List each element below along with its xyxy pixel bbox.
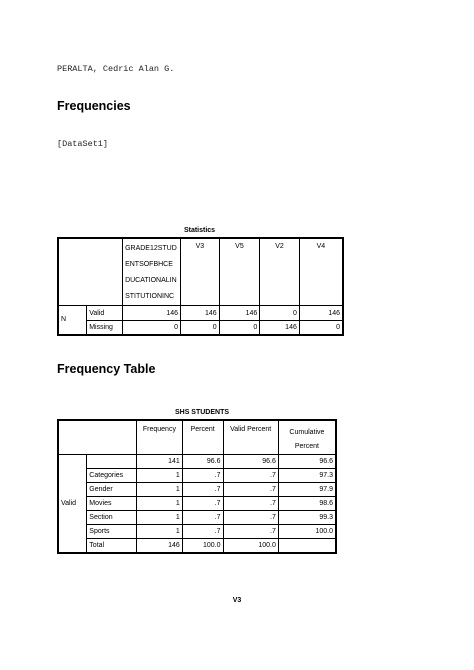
dataset-label: [DataSet1] xyxy=(57,139,109,149)
total-valid-percent: 100.0 xyxy=(223,539,278,553)
missing-label: Missing xyxy=(87,321,123,335)
header-percent: Percent xyxy=(182,420,223,455)
cumulative-cell: 96.6 xyxy=(319,458,333,465)
statistics-header-row xyxy=(58,238,343,306)
frequency-cell: 141 xyxy=(137,455,183,469)
statistics-caption: Statistics xyxy=(183,227,216,234)
header-cumulative-line-1: Cumulative xyxy=(289,429,325,436)
row-label: Section xyxy=(87,511,137,525)
table-row xyxy=(58,483,336,497)
row-label xyxy=(87,455,137,469)
author-name: PERALTA, Cedric Alan G. xyxy=(57,64,175,74)
table-row xyxy=(58,525,336,539)
statistics-missing-row xyxy=(58,321,343,335)
frequency-cell: 1 xyxy=(137,469,183,483)
table-row xyxy=(58,455,336,469)
frequency-cell: 1 xyxy=(137,525,183,539)
frequency-cell: 1 xyxy=(137,497,183,511)
missing-value: 0 xyxy=(299,321,343,335)
col-header-v2: V2 xyxy=(260,238,300,306)
shs-students-caption: SHS STUDENTS xyxy=(174,409,230,416)
cumulative-cell: 98.6 xyxy=(278,497,336,511)
header-valid-percent: Valid Percent xyxy=(223,420,278,455)
row-label: Sports xyxy=(87,525,137,539)
row-label: Movies xyxy=(87,497,137,511)
frequency-table xyxy=(57,419,337,554)
total-frequency: 146 xyxy=(137,539,183,553)
header-frequency: Frequency xyxy=(137,420,183,455)
var-header-line-4: STITUTIONINC xyxy=(125,293,175,300)
cumulative-cell: 100.0 xyxy=(278,525,336,539)
valid-label: Valid xyxy=(87,306,123,321)
percent-cell: 96.6 xyxy=(182,455,223,469)
valid-group-label: Valid xyxy=(58,455,87,553)
total-label: Total xyxy=(87,539,137,553)
valid-percent-cell: .7 xyxy=(223,525,278,539)
var-header-cell xyxy=(123,238,181,306)
frequencies-heading: Frequencies xyxy=(57,99,131,113)
valid-percent-cell: .7 xyxy=(223,497,278,511)
header-cumulative-line-2: Percent xyxy=(294,443,319,450)
percent-cell: .7 xyxy=(182,483,223,497)
missing-value: 0 xyxy=(123,321,181,335)
statistics-table xyxy=(57,237,344,336)
statistics-valid-row xyxy=(58,306,343,321)
next-variable-label: V3 xyxy=(232,597,242,604)
valid-percent-cell: .7 xyxy=(223,483,278,497)
valid-percent-cell: .7 xyxy=(223,469,278,483)
var-header-line-1: GRADE12STUD xyxy=(125,245,177,252)
var-header-line-3: DUCATIONALIN xyxy=(125,277,177,284)
frequency-cell: 1 xyxy=(137,483,183,497)
total-cumulative-empty xyxy=(278,539,336,553)
percent-cell: .7 xyxy=(182,497,223,511)
valid-value: 146 xyxy=(181,306,220,321)
col-header-v5: V5 xyxy=(219,238,260,306)
valid-percent-cell: 96.6 xyxy=(223,455,278,469)
total-row xyxy=(58,539,336,553)
col-header-v4: V4 xyxy=(299,238,343,306)
frequency-header-row xyxy=(58,420,336,455)
header-cumulative-percent xyxy=(278,420,336,455)
missing-value: 146 xyxy=(260,321,300,335)
valid-value: 146 xyxy=(123,306,181,321)
table-row xyxy=(58,511,336,525)
percent-cell: .7 xyxy=(182,469,223,483)
valid-value: 146 xyxy=(219,306,260,321)
valid-value: 146 xyxy=(328,309,340,317)
valid-percent-cell: .7 xyxy=(223,511,278,525)
table-row xyxy=(58,497,336,511)
cumulative-cell: 97.3 xyxy=(278,469,336,483)
n-label: N xyxy=(58,306,87,335)
row-label: Gender xyxy=(87,483,137,497)
frequency-table-heading: Frequency Table xyxy=(57,362,156,376)
frequency-cell: 1 xyxy=(137,511,183,525)
total-percent: 100.0 xyxy=(182,539,223,553)
percent-cell: .7 xyxy=(182,511,223,525)
cumulative-cell: 97.9 xyxy=(278,483,336,497)
valid-value: 0 xyxy=(260,306,300,321)
percent-cell: .7 xyxy=(182,525,223,539)
row-label: Categories xyxy=(87,469,137,483)
table-row xyxy=(58,469,336,483)
cumulative-cell: 99.3 xyxy=(278,511,336,525)
col-header-v3: V3 xyxy=(181,238,220,306)
missing-value: 0 xyxy=(219,321,260,335)
var-header-line-2: ENTSOFBHCE xyxy=(125,261,173,268)
missing-value: 0 xyxy=(181,321,220,335)
